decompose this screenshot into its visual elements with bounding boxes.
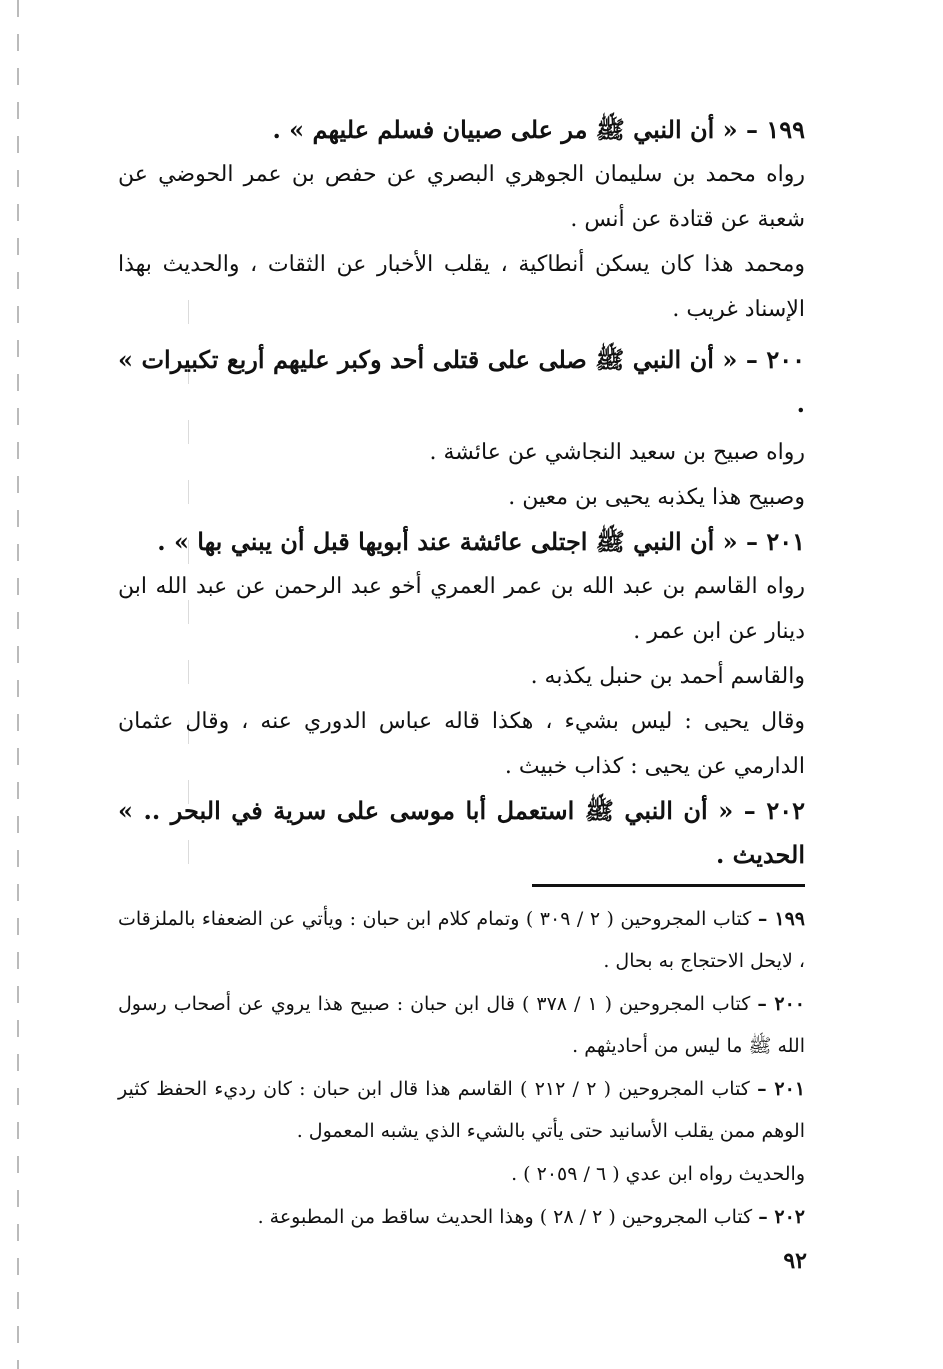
paragraph-201-narration: رواه القاسم بن عبد الله بن عمر العمري أخو عبد الرحمن عن عبد الله ابن دينار عن ابن عمر . bbox=[118, 574, 805, 644]
footnote-199 bbox=[118, 898, 805, 982]
paragraph-200-comment: وصبيح هذا يكذبه يحيى بن معين . bbox=[508, 485, 805, 510]
footnote-text: كتاب المجروحين ( ٢ / ٢١٢ ) القاسم هذا قال ابن حبان : كان رديء الحفظ كثير الوهم ممن يقلب الأسانيد حتى يأتي بالشيء الذي يشبه المعمول . bbox=[118, 1078, 805, 1142]
footnote-text: كتاب المجروحين ( ٢ / ٣٠٩ ) وتمام كلام ابن حبان : ويأتي عن الضعفاء بالملزقات ، لايحل الاحتجاج به بحال . bbox=[118, 908, 805, 972]
footnote-number: ٢٠٠ – bbox=[757, 993, 805, 1015]
footnote-201-extra: والحديث رواه ابن عدي ( ٦ / ٢٠٥٩ ) . bbox=[511, 1163, 805, 1185]
footnote-number: ٢٠١ – bbox=[757, 1078, 806, 1100]
footnote-number: ١٩٩ – bbox=[757, 908, 806, 930]
hadith-202: ٢٠٢ – « أن النبي ﷺ استعمل أبا موسى على سرية في البحر .. » الحديث . bbox=[118, 796, 805, 869]
main-text bbox=[118, 108, 805, 877]
footnotes-section bbox=[118, 898, 805, 1239]
footnote-201 bbox=[118, 1068, 805, 1152]
footnote-number: ٢٠٢ – bbox=[758, 1206, 805, 1228]
paragraph-201-yahya: وقال يحيى : ليس بشيء ، هكذا قاله عباس الدوري عنه ، وقال عثمان الدارمي عن يحيى : كذاب خبيث . bbox=[118, 709, 805, 779]
paragraph-199-comment: ومحمد هذا كان يسكن أنطاكية ، يقلب الأخبار عن الثقات ، والحديث بهذا الإسناد غريب . bbox=[118, 252, 805, 322]
hadith-200: ٢٠٠ – « أن النبي ﷺ صلى على قتلى أحد وكبر عليهم أربع تكبيرات » . bbox=[118, 345, 805, 418]
paragraph-199-narration: رواه محمد بن سليمان الجوهري البصري عن حفص بن عمر الحوضي عن شعبة عن قتادة عن أنس . bbox=[118, 162, 805, 232]
paragraph-200-narration: رواه صبيح بن سعيد النجاشي عن عائشة . bbox=[429, 440, 805, 465]
scan-artifact-left bbox=[17, 0, 19, 1369]
footnote-text: كتاب المجروحين ( ١ / ٣٧٨ ) قال ابن حبان : صبيح هذا يروي عن أصحاب رسول الله ﷺ ما ليس من أحاديثهم . bbox=[118, 993, 805, 1057]
footnote-202 bbox=[118, 1196, 805, 1238]
hadith-199: ١٩٩ – « أن النبي ﷺ مر على صبيان فسلم عليهم » . bbox=[272, 115, 805, 144]
footnote-text: كتاب المجروحين ( ٢ / ٢٨ ) وهذا الحديث ساقط من المطبوعة . bbox=[257, 1206, 753, 1228]
paragraph-201-comment: والقاسم أحمد بن حنبل يكذبه . bbox=[530, 664, 805, 689]
footnote-200 bbox=[118, 983, 805, 1067]
page-number: ٩٢ bbox=[783, 1248, 807, 1274]
hadith-201: ٢٠١ – « أن النبي ﷺ اجتلى عائشة عند أبويها قبل أن يبني بها » . bbox=[157, 527, 805, 556]
footnote-separator bbox=[532, 884, 805, 887]
